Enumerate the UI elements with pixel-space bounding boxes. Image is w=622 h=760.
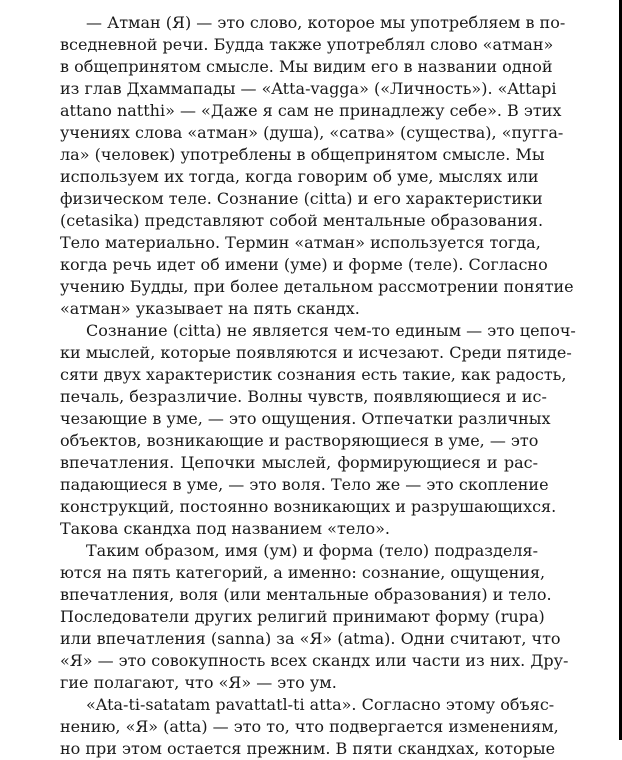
text-line: впечатления. Цепочки мыслей, формирующиеся и рас- — [60, 453, 538, 472]
text-line: Последователи других религий принимают форму (rupa) — [60, 607, 545, 626]
text-line: нению, «Я» (atta) — это то, что подвергается изменениям, — [60, 717, 559, 736]
text-line: «Я» — это совокупность всех скандх или части из них. Дру- — [60, 651, 569, 670]
text-line: когда речь идет об имени (уме) и форме (теле). Согласно — [60, 255, 548, 274]
text-line: «Ata-ti-satatam pavattatl-ti atta». Согласно этому объяс- — [86, 695, 555, 714]
text-line: конструкций, постоянно возникающих и разрушающихся. — [60, 497, 557, 516]
text-line: чезающие в уме, — это ощущения. Отпечатки различных — [60, 409, 551, 428]
text-line: ки мыслей, которые появляются и исчезают. Среди пятиде- — [60, 343, 572, 362]
page-body-text — [60, 12, 576, 760]
text-line: используем их тогда, когда говорим об уме, мыслях или — [60, 167, 539, 186]
text-line: — Атман (Я) — это слово, которое мы употребляем в по- — [86, 13, 566, 32]
text-line: но при этом остается прежним. В пяти скандхах, которые — [60, 739, 556, 758]
text-line: падающиеся в уме, — это воля. Тело же — это скопление — [60, 475, 549, 494]
text-line: впечатления, воля (или ментальные образования) и тело. — [60, 585, 552, 604]
text-line: учениях слова «атман» (душа), «сатва» (существа), «пугга- — [60, 123, 564, 142]
text-line: Тело материально. Термин «атман» используется тогда, — [60, 233, 541, 252]
text-line: (cetasika) представляют собой ментальные образования. — [60, 211, 544, 230]
text-line: attano natthi» — «Даже я сам не принадлежу себе». В этих — [60, 101, 562, 120]
text-line: объектов, возникающие и растворяющиеся в уме, — это — [60, 431, 539, 450]
text-line: в общепринятом смысле. Мы видим его в названии одной — [60, 57, 553, 76]
text-line: Сознание (citta) не является чем-то единым — это цепоч- — [86, 321, 576, 340]
text-line: вседневной речи. Будда также употреблял слово «атман» — [60, 35, 554, 54]
text-line: ются на пять категорий, а именно: сознание, ощущения, — [60, 563, 546, 582]
text-line: гие полагают, что «Я» — это ум. — [60, 673, 337, 692]
text-line: из глав Дхаммапады — «Atta-vagga» («Личность»). «Attapi — [60, 79, 557, 98]
text-line: физическом теле. Сознание (citta) и его характеристики — [60, 189, 543, 208]
text-line: или впечатления (sanna) за «Я» (atma). Одни считают, что — [60, 629, 561, 648]
text-line: учению Будды, при более детальном рассмотрении понятие — [60, 277, 574, 296]
text-line: «атман» указывает на пять скандх. — [60, 299, 360, 318]
text-line: Такова скандха под названием «тело». — [60, 519, 390, 538]
text-line: сяти двух характеристик сознания есть такие, как радость, — [60, 365, 567, 384]
text-line: печаль, безразличие. Волны чувств, появляющиеся и ис- — [60, 387, 547, 406]
text-line: Таким образом, имя (ум) и форма (тело) подразделя- — [86, 541, 538, 560]
text-line: ла» (человек) употреблены в общепринятом смысле. Мы — [60, 145, 545, 164]
